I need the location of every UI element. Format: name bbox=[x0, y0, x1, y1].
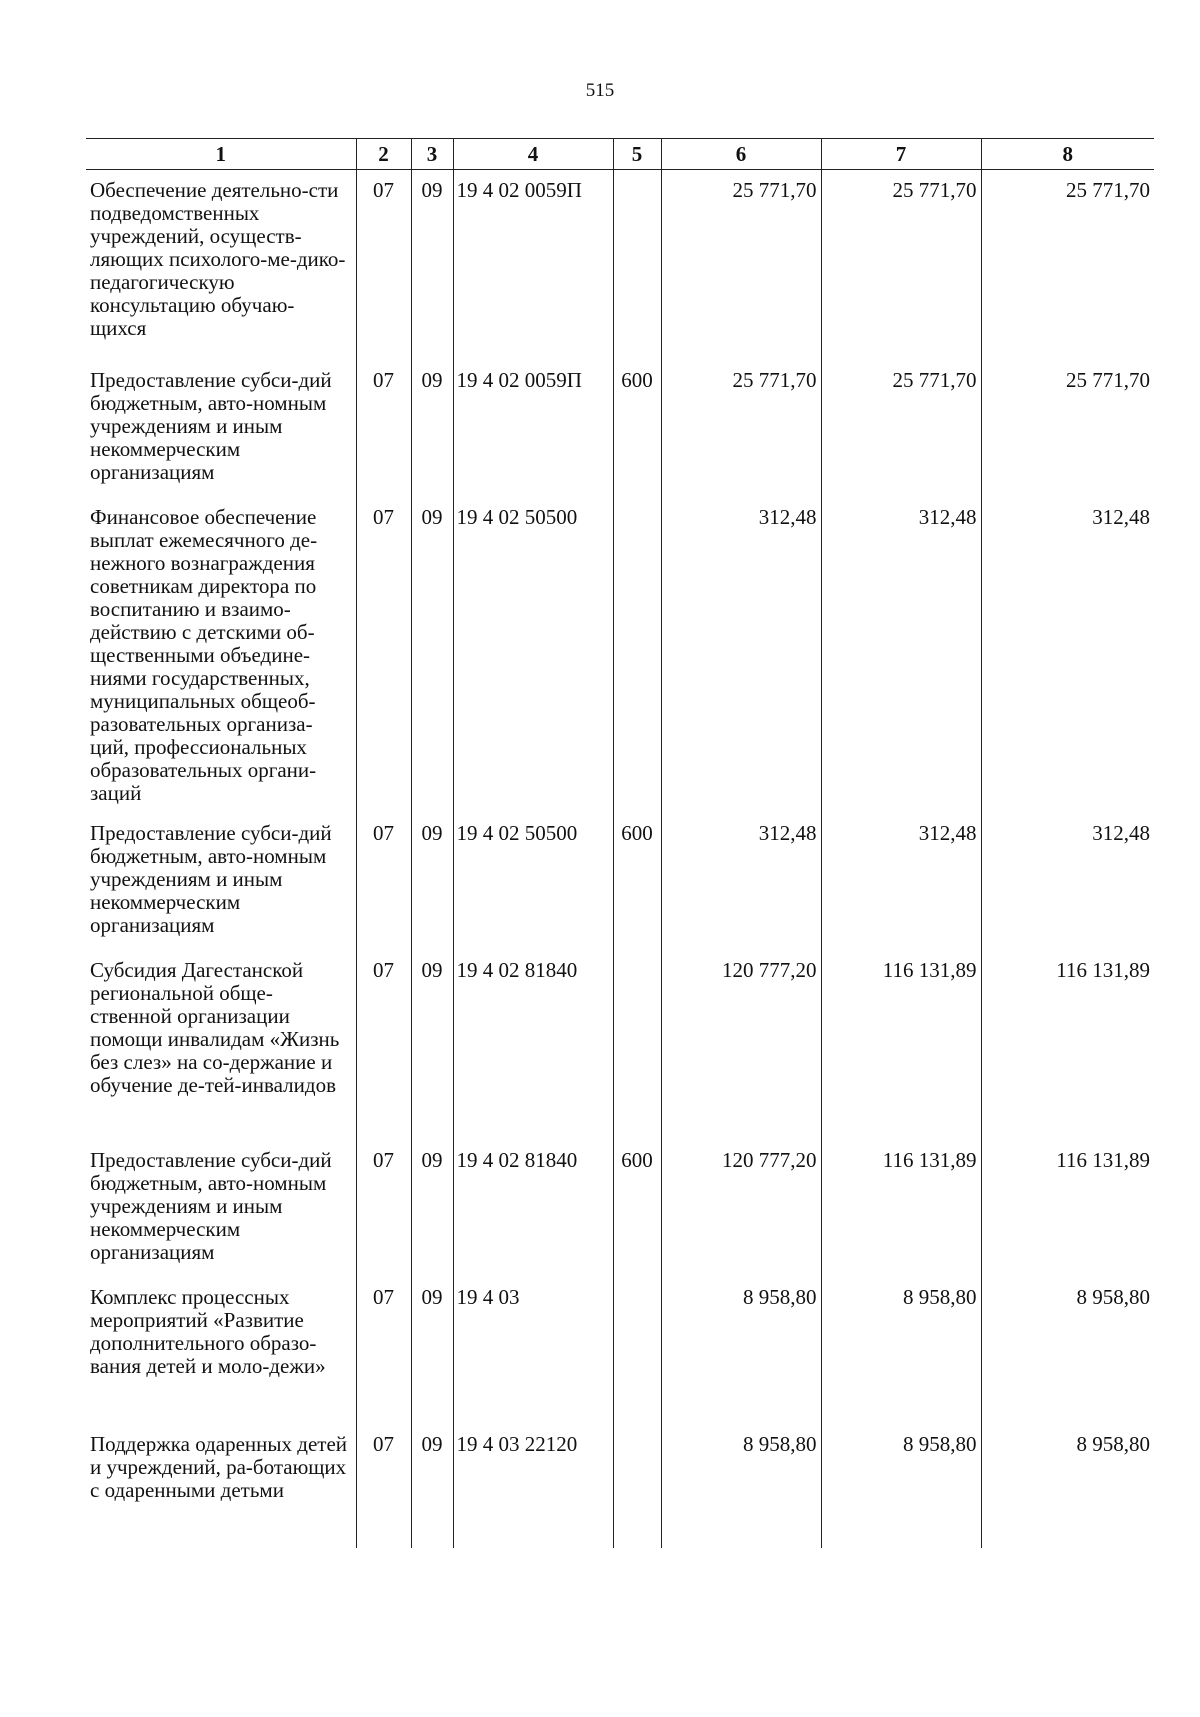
subsection-code: 09 bbox=[411, 1140, 453, 1277]
row-name: Финансовое обеспечение выплат ежемесячного де-нежного вознаграждения советникам директора по воспитанию и взаимо-действию с детскими об-щественными объедине-ниями государственных, муниципальных общеоб-разовательных организа-ций, профессиональных образовательных органи-заций bbox=[90, 505, 318, 805]
amount-col6: 25 771,70 bbox=[661, 170, 821, 361]
amount-col6: 25 771,70 bbox=[661, 360, 821, 497]
table-row bbox=[86, 1277, 1154, 1424]
column-header: 2 bbox=[356, 139, 411, 170]
column-header: 5 bbox=[613, 139, 661, 170]
table-row bbox=[86, 950, 1154, 1140]
column-header: 4 bbox=[453, 139, 613, 170]
table-row bbox=[86, 497, 1154, 813]
amount-col7: 8 958,80 bbox=[821, 1424, 981, 1548]
column-header: 1 bbox=[86, 139, 356, 170]
subsection-code: 09 bbox=[411, 170, 453, 361]
table-row bbox=[86, 1140, 1154, 1277]
section-code: 07 bbox=[356, 950, 411, 1140]
amount-col8: 312,48 bbox=[981, 497, 1154, 813]
target-article-code: 19 4 02 81840 bbox=[453, 1140, 613, 1277]
amount-col7: 116 131,89 bbox=[821, 950, 981, 1140]
target-article-code: 19 4 02 50500 bbox=[453, 813, 613, 950]
amount-col8: 8 958,80 bbox=[981, 1424, 1154, 1548]
page-number: 515 bbox=[585, 80, 615, 101]
expense-type-code bbox=[613, 1424, 661, 1548]
amount-col7: 25 771,70 bbox=[821, 360, 981, 497]
expense-type-code: 600 bbox=[613, 1140, 661, 1277]
amount-col8: 25 771,70 bbox=[981, 170, 1154, 361]
target-article-code: 19 4 02 50500 bbox=[453, 497, 613, 813]
expense-type-code bbox=[613, 1277, 661, 1424]
amount-col7: 25 771,70 bbox=[821, 170, 981, 361]
target-article-code: 19 4 02 0059П bbox=[453, 360, 613, 497]
row-name: Обеспечение деятельно-сти подведомственных учреждений, осуществ-ляющих психолого-ме-дико-педагогическую консультацию обучаю-щихся bbox=[90, 178, 346, 340]
subsection-code: 09 bbox=[411, 360, 453, 497]
table-header-row bbox=[86, 139, 1154, 170]
expense-type-code: 600 bbox=[613, 360, 661, 497]
column-header: 3 bbox=[411, 139, 453, 170]
section-code: 07 bbox=[356, 360, 411, 497]
subsection-code: 09 bbox=[411, 950, 453, 1140]
target-article-code: 19 4 02 0059П bbox=[453, 170, 613, 361]
amount-col8: 25 771,70 bbox=[981, 360, 1154, 497]
section-code: 07 bbox=[356, 1277, 411, 1424]
amount-col8: 116 131,89 bbox=[981, 1140, 1154, 1277]
row-name: Комплекс процессных мероприятий «Развитие дополнительного образо-вания детей и моло-дежи» bbox=[90, 1285, 326, 1378]
expense-type-code bbox=[613, 170, 661, 361]
amount-col7: 312,48 bbox=[821, 813, 981, 950]
section-code: 07 bbox=[356, 813, 411, 950]
amount-col7: 8 958,80 bbox=[821, 1277, 981, 1424]
subsection-code: 09 bbox=[411, 497, 453, 813]
row-name: Поддержка одаренных детей и учреждений, ра-ботающих с одаренными детьми bbox=[90, 1432, 348, 1502]
budget-table bbox=[86, 138, 1154, 1548]
amount-col6: 312,48 bbox=[661, 497, 821, 813]
section-code: 07 bbox=[356, 497, 411, 813]
expense-type-code: 600 bbox=[613, 813, 661, 950]
subsection-code: 09 bbox=[411, 1424, 453, 1548]
row-name: Предоставление субси-дий бюджетным, авто-номным учреждениям и иным некоммерческим организациям bbox=[90, 1148, 332, 1264]
column-header: 8 bbox=[981, 139, 1154, 170]
amount-col6: 8 958,80 bbox=[661, 1424, 821, 1548]
table-row bbox=[86, 813, 1154, 950]
amount-col7: 116 131,89 bbox=[821, 1140, 981, 1277]
subsection-code: 09 bbox=[411, 1277, 453, 1424]
row-name: Субсидия Дагестанской региональной обще-ственной организации помощи инвалидам «Жизнь без слез» на со-держание и обучение де-тей-инвалидов bbox=[90, 958, 340, 1097]
amount-col8: 116 131,89 bbox=[981, 950, 1154, 1140]
amount-col6: 312,48 bbox=[661, 813, 821, 950]
column-header: 6 bbox=[661, 139, 821, 170]
table-row bbox=[86, 170, 1154, 361]
amount-col6: 120 777,20 bbox=[661, 950, 821, 1140]
subsection-code: 09 bbox=[411, 813, 453, 950]
row-name: Предоставление субси-дий бюджетным, авто-номным учреждениям и иным некоммерческим организациям bbox=[90, 821, 332, 937]
column-header: 7 bbox=[821, 139, 981, 170]
expense-type-code bbox=[613, 950, 661, 1140]
section-code: 07 bbox=[356, 170, 411, 361]
target-article-code: 19 4 02 81840 bbox=[453, 950, 613, 1140]
amount-col8: 8 958,80 bbox=[981, 1277, 1154, 1424]
target-article-code: 19 4 03 22120 bbox=[453, 1424, 613, 1548]
section-code: 07 bbox=[356, 1424, 411, 1548]
row-name: Предоставление субси-дий бюджетным, авто-номным учреждениям и иным некоммерческим организациям bbox=[90, 368, 332, 484]
amount-col6: 8 958,80 bbox=[661, 1277, 821, 1424]
target-article-code: 19 4 03 bbox=[453, 1277, 613, 1424]
table-row bbox=[86, 360, 1154, 497]
section-code: 07 bbox=[356, 1140, 411, 1277]
amount-col7: 312,48 bbox=[821, 497, 981, 813]
amount-col8: 312,48 bbox=[981, 813, 1154, 950]
amount-col6: 120 777,20 bbox=[661, 1140, 821, 1277]
table-row bbox=[86, 1424, 1154, 1548]
expense-type-code bbox=[613, 497, 661, 813]
